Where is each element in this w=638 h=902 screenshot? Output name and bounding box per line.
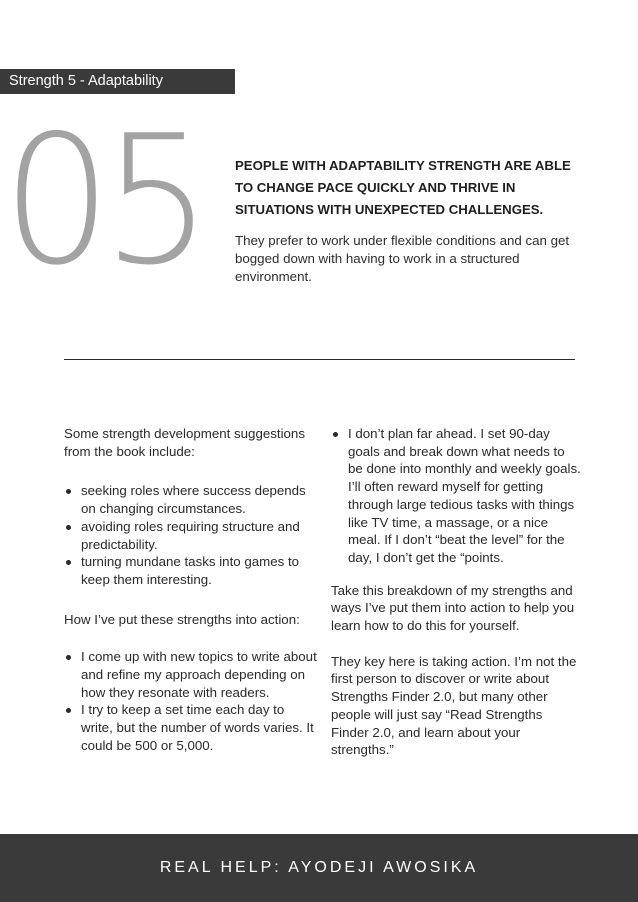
intro-paragraph: They prefer to work under flexible conditions and can get bogged down with having to work in a structured environment. <box>235 233 570 284</box>
closing-paragraph-1: Take this breakdown of my strengths and ways I’ve put them into action to help you learn how to do this for yourself. <box>331 582 575 634</box>
suggestions-list <box>64 482 319 588</box>
bullet-icon <box>66 560 71 565</box>
bullet-icon <box>66 708 71 713</box>
footer-text: REAL HELP: AYODEJI AWOSIKA <box>159 859 479 876</box>
list-item <box>348 425 581 567</box>
list-item <box>81 518 319 553</box>
headline: PEOPLE WITH ADAPTABILITY STRENGTH ARE ABLE TO CHANGE PACE QUICKLY AND THRIVE IN SITUATIONS WITH UNEXPECTED CHALLENGES. <box>235 158 571 217</box>
section-tag: Strength 5 - Adaptability <box>0 69 235 94</box>
suggestions-intro: Some strength development suggestions from the book include: <box>64 426 305 459</box>
list-item <box>81 482 319 517</box>
list-item <box>81 701 319 754</box>
list-item <box>81 553 319 588</box>
bullet-icon <box>66 525 71 530</box>
list-item-text: seeking roles where success depends on changing circumstances. <box>81 483 306 517</box>
strength-number: 05 <box>2 97 203 304</box>
list-item-text: I try to keep a set time each day to write, but the number of words varies. It could be 500 or 5,000. <box>81 702 314 753</box>
list-item <box>81 648 319 701</box>
bullet-icon <box>333 432 338 437</box>
footer-banner <box>0 834 638 902</box>
actions-list-continued <box>331 425 581 567</box>
actions-list <box>64 648 319 754</box>
bullet-icon <box>66 655 71 660</box>
list-item-text: turning mundane tasks into games to keep them interesting. <box>81 554 300 587</box>
bullet-icon <box>66 489 71 494</box>
list-item-text: avoiding roles requiring structure and predictability. <box>81 518 300 552</box>
list-item-text: I come up with new topics to write about and refine my approach depending on how they resonate with readers. <box>81 649 317 700</box>
action-intro: How I’ve put these strengths into action: <box>64 611 300 627</box>
right-column <box>331 425 581 759</box>
divider <box>64 359 575 360</box>
list-item-text: I don’t plan far ahead. I set 90-day goals and break down what needs to be done into monthly and weekly goals. I’ll often reward myself for getting through large tedious tasks with things like TV time, a massage, or a nice meal. If I don’t “beat the level” for the day, I don’t get the “points. <box>348 426 581 565</box>
closing-paragraph-2: They key here is taking action. I’m not the first person to discover or write about Strengths Finder 2.0, but many other people will just say “Read Strengths Finder 2.0, and learn about your strengths.” <box>331 653 577 758</box>
left-column <box>64 425 319 755</box>
